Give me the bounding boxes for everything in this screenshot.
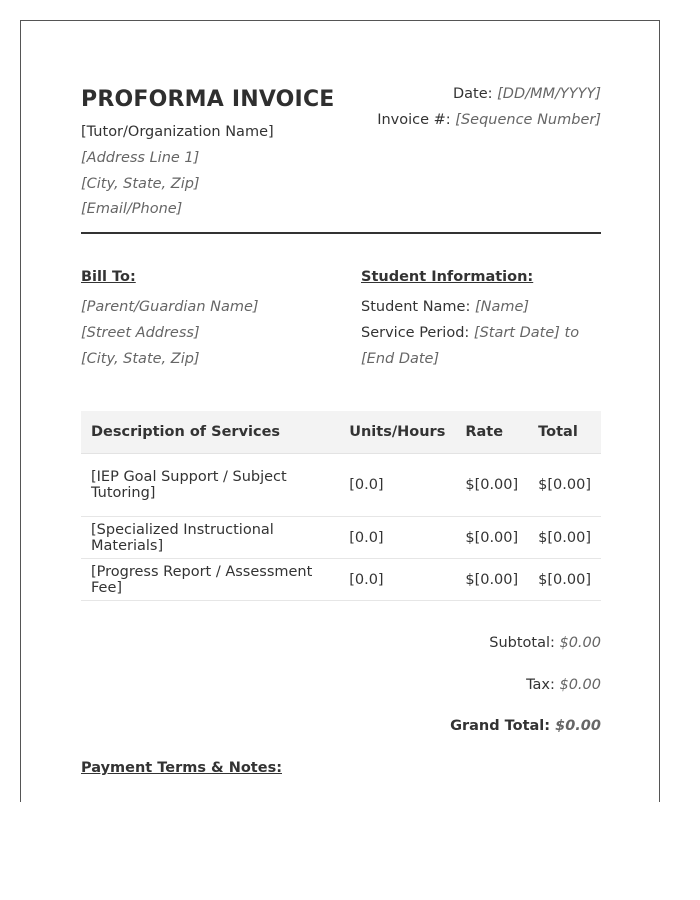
- table-row: [81, 454, 601, 517]
- row-description: [Progress Report / Assessment Fee]: [81, 559, 339, 601]
- student-info-heading: Student Information:: [361, 269, 534, 285]
- service-period-label: Service Period:: [361, 325, 470, 341]
- invoice-title: PROFORMA INVOICE: [81, 87, 335, 112]
- invoice-page: [20, 20, 660, 802]
- row-total: $[0.00]: [528, 559, 601, 601]
- tax: [526, 677, 601, 693]
- header-total: Total: [528, 411, 601, 454]
- row-description: [81, 454, 339, 517]
- row-units: [0.0]: [339, 559, 455, 601]
- services-table: [81, 411, 601, 601]
- header-divider: [81, 232, 601, 234]
- service-period: [361, 325, 579, 341]
- date-value: [DD/MM/YYYY]: [497, 86, 601, 102]
- header-units: Units/Hours: [339, 411, 455, 454]
- invoice-number: [377, 112, 601, 128]
- from-city-state-zip: [City, State, Zip]: [81, 176, 200, 192]
- bill-to-city-state-zip: [City, State, Zip]: [81, 351, 200, 367]
- tax-value: $0.00: [559, 677, 601, 693]
- row-description-line2: Tutoring]: [91, 485, 156, 501]
- row-rate: $[0.00]: [455, 454, 528, 517]
- subtotal: [489, 635, 601, 651]
- row-description-line1: [IEP Goal Support / Subject: [91, 469, 287, 485]
- student-name-value: [Name]: [474, 299, 530, 315]
- tax-label: Tax:: [526, 677, 555, 693]
- from-contact: [Email/Phone]: [81, 201, 183, 217]
- subtotal-label: Subtotal:: [489, 635, 555, 651]
- from-address-line1: [Address Line 1]: [81, 150, 200, 166]
- row-description: [Specialized Instructional Materials]: [81, 517, 339, 559]
- student-name: [361, 299, 529, 315]
- row-total: $[0.00]: [528, 517, 601, 559]
- from-name: [Tutor/Organization Name]: [81, 124, 274, 140]
- row-units: [0.0]: [339, 517, 455, 559]
- row-rate: $[0.00]: [455, 559, 528, 601]
- header-rate: Rate: [455, 411, 528, 454]
- row-total: $[0.00]: [528, 454, 601, 517]
- bill-to-street: [Street Address]: [81, 325, 200, 341]
- subtotal-value: $0.00: [559, 635, 601, 651]
- payment-terms-heading: Payment Terms & Notes:: [81, 760, 282, 776]
- grand-total-label: Grand Total:: [450, 718, 551, 734]
- row-rate: $[0.00]: [455, 517, 528, 559]
- table-header-row: [81, 411, 601, 454]
- bill-to-name: [Parent/Guardian Name]: [81, 299, 259, 315]
- service-period-start: [Start Date] to: [473, 325, 580, 341]
- invoice-number-value: [Sequence Number]: [455, 112, 601, 128]
- date-label: Date:: [452, 86, 493, 102]
- row-units: [0.0]: [339, 454, 455, 517]
- grand-total-value: $0.00: [555, 718, 601, 734]
- student-name-label: Student Name:: [361, 299, 471, 315]
- bill-to-heading: Bill To:: [81, 269, 136, 285]
- invoice-date: [453, 86, 601, 102]
- invoice-number-label: Invoice #:: [377, 112, 451, 128]
- grand-total: [450, 718, 601, 734]
- service-period-end: [End Date]: [361, 351, 440, 367]
- table-row: [81, 517, 601, 559]
- header-description: Description of Services: [81, 411, 339, 454]
- table-row: [81, 559, 601, 601]
